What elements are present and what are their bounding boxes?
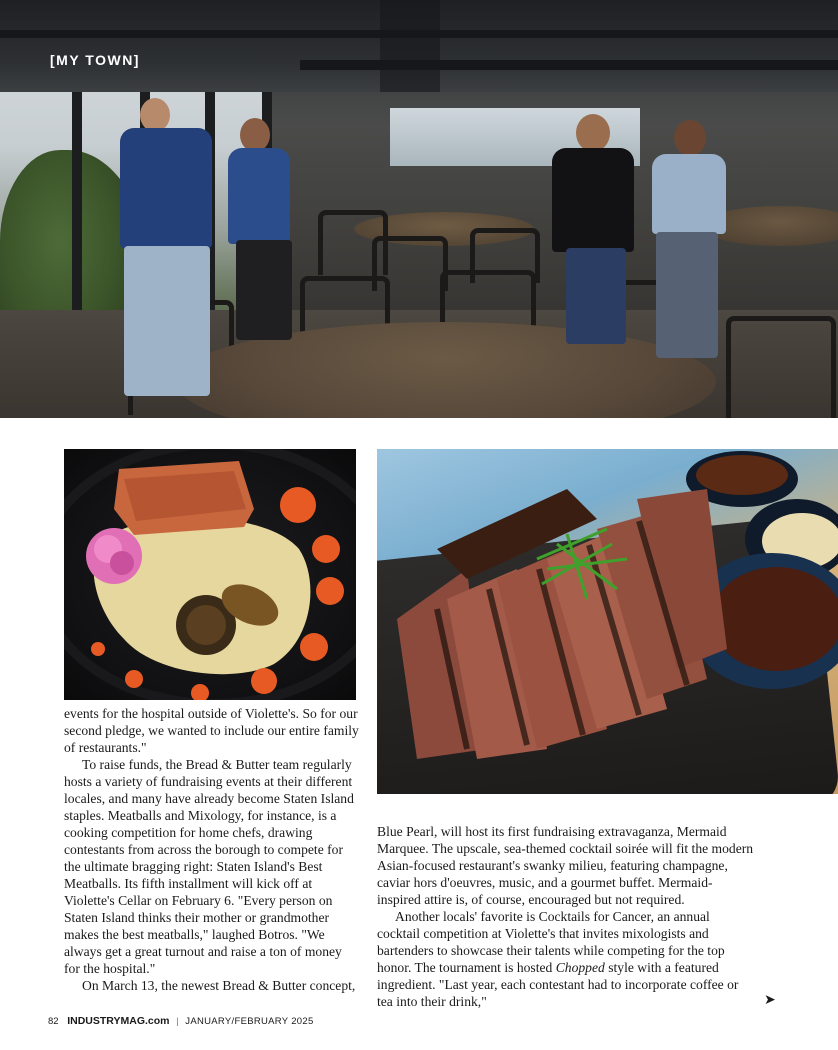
restaurant-interior-photo xyxy=(0,0,838,418)
article-column-1 xyxy=(64,705,360,994)
site-name: INDUSTRYMAG.com xyxy=(67,1015,170,1027)
steak-dish-photo xyxy=(377,449,838,794)
issue-date: JANUARY/FEBRUARY 2025 xyxy=(185,1016,314,1027)
section-label: [MY TOWN] xyxy=(50,52,140,68)
salmon-dish-photo xyxy=(64,449,356,700)
paragraph: On March 13, the newest Bread & Butter concept, xyxy=(82,978,356,993)
paragraph: To raise funds, the Bread & Butter team regularly hosts a variety of fundraising events at their different locales, and many have already become Staten Island staples. Meatballs and Mixology, for instance, is a cooking competition for home chefs, drawing contestants from across the borough to compete for the ultimate bragging right: Staten Island's Best Meatballs. Its fifth installment will kick off at Violette's Cellar on February 6. "Every person on Staten Island thinks their mother or grandmother makes the best meatballs," laughed Botros. "We always get a great turnout and raise a ton of money for the hospital." xyxy=(64,757,354,976)
paragraph: events for the hospital outside of Violette's. So for our second pledge, we wanted to include our entire family of restaurants." xyxy=(64,706,359,755)
footer-separator: | xyxy=(176,1016,179,1027)
page-footer xyxy=(48,1015,314,1027)
paragraph: Another locals' favorite is Cocktails for Cancer, an annual cocktail competition at Violette's that invites mixologists and bartenders to showcase their talents while competing for the top honor. The tournament is hosted Chopped style with a featured ingredient. "Last year, each contestant had to incorporate coffee or tea into their drink," xyxy=(377,909,739,1009)
article-column-2 xyxy=(377,823,755,1010)
arrow-right-icon: ➤ xyxy=(764,992,776,1008)
paragraph: Blue Pearl, will host its first fundraising extravaganza, Mermaid Marquee. The upscale, sea-themed cocktail soirée will fit the modern Asian-focused restaurant's swanky milieu, featuring champagne, caviar hors d'oeuvres, music, and a gourmet buffet. Mermaid-inspired attire is, of course, encouraged but not required. xyxy=(377,824,754,907)
show-title: Chopped xyxy=(555,960,605,975)
page-number: 82 xyxy=(48,1016,59,1027)
